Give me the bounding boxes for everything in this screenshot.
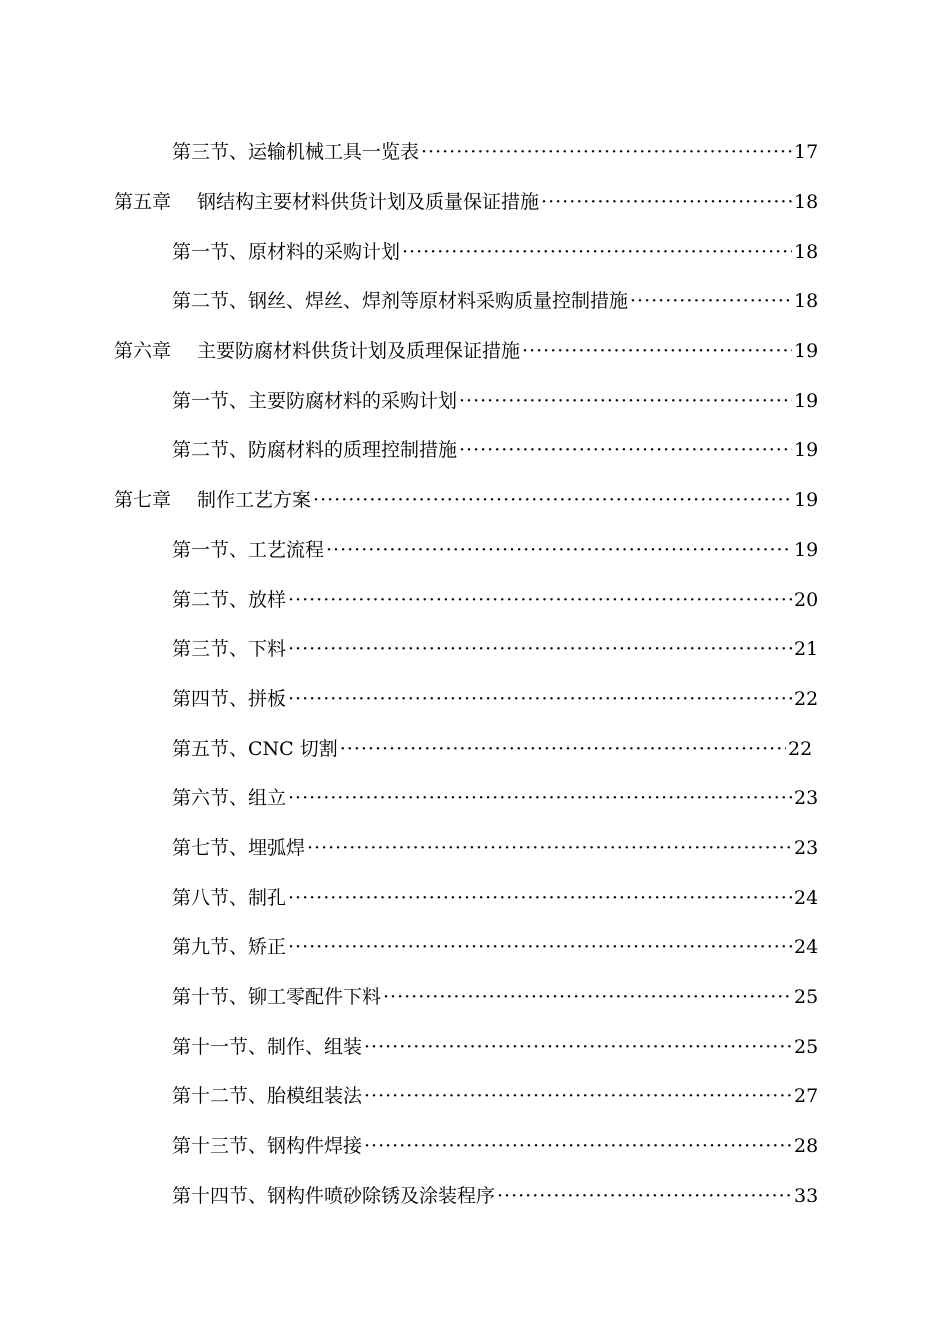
toc-chapter[interactable] (0, 178, 950, 228)
toc-entry-title: 第十三节、钢构件焊接 (172, 1135, 363, 1158)
toc-chapter-name: 主要防腐材料供货计划及质理保证措施 (197, 340, 521, 363)
toc-entry-title: 第二节、钢丝、焊丝、焊剂等原材料采购质量控制措施 (172, 290, 629, 313)
toc-leader-dots (541, 193, 792, 212)
toc-entry-page: 25 (794, 1035, 819, 1058)
toc-chapter-title (114, 491, 311, 510)
toc-leader-dots (288, 889, 792, 908)
toc-entry-page: 19 (794, 340, 819, 363)
toc-entry[interactable] (0, 575, 950, 625)
toc-entry-page: 19 (794, 439, 819, 462)
toc-entry-title: 第五节、CNC 切割 (172, 737, 338, 760)
toc-entry[interactable] (0, 923, 950, 973)
toc-leader-dots (288, 938, 792, 957)
toc-entry-title: 第十一节、制作、组装 (172, 1035, 363, 1058)
toc-entry[interactable] (0, 873, 950, 923)
toc-chapter-title (114, 342, 520, 361)
toc-entry[interactable] (0, 227, 950, 277)
toc-entry-title: 第一节、主要防腐材料的采购计划 (172, 389, 458, 412)
toc-entry-page: 19 (794, 489, 819, 512)
toc-leader-dots (459, 392, 792, 411)
toc-entry[interactable] (0, 724, 950, 774)
toc-entry-page: 23 (794, 836, 819, 859)
toc-leader-dots (326, 541, 792, 560)
toc-leader-dots (288, 690, 792, 709)
toc-chapter-name: 制作工艺方案 (197, 489, 312, 512)
toc-entry-title: 第一节、工艺流程 (172, 538, 325, 561)
toc-entry-title: 第三节、运输机械工具一览表 (172, 141, 420, 164)
toc-entry-page: 24 (794, 936, 819, 959)
toc-entry[interactable] (0, 526, 950, 576)
toc-leader-dots (313, 491, 792, 510)
toc-entry-title: 第十四节、钢构件喷砂除锈及涂装程序 (172, 1184, 496, 1207)
toc-leader-dots (340, 740, 786, 759)
toc-leader-dots (630, 292, 792, 311)
toc-leader-dots (522, 342, 792, 361)
toc-leader-dots (288, 789, 792, 808)
toc-leader-dots (497, 1187, 792, 1206)
toc-entry-page: 19 (794, 389, 819, 412)
toc-leader-dots (364, 1137, 792, 1156)
toc-entry-page: 20 (794, 588, 819, 611)
toc-entry-title: 第三节、下料 (172, 638, 287, 661)
toc-leader-dots (459, 441, 792, 460)
toc-entry[interactable] (0, 277, 950, 327)
toc-leader-dots (402, 243, 792, 262)
toc-leader-dots (421, 143, 792, 162)
toc-entry-title: 第四节、拼板 (172, 687, 287, 710)
toc-entry-page: 17 (794, 141, 819, 164)
toc-entry[interactable] (0, 426, 950, 476)
toc-entry-page: 18 (794, 290, 819, 313)
toc-entry[interactable] (0, 973, 950, 1023)
toc-entry[interactable] (0, 376, 950, 426)
toc-leader-dots (383, 988, 792, 1007)
toc-entry[interactable] (0, 1122, 950, 1172)
toc-entry-title: 第九节、矫正 (172, 936, 287, 959)
toc-entry-title: 第十节、铆工零配件下料 (172, 986, 382, 1009)
toc-entry-page: 18 (794, 191, 819, 214)
toc-entry-title: 第八节、制孔 (172, 886, 287, 909)
toc-entry-page: 24 (794, 886, 819, 909)
toc-entry[interactable] (0, 128, 950, 178)
toc-leader-dots (364, 1087, 792, 1106)
toc-entry-page: 19 (794, 538, 819, 561)
toc-entry-title: 第十二节、胎模组装法 (172, 1085, 363, 1108)
toc-entry[interactable] (0, 625, 950, 675)
toc-entry-page: 33 (794, 1184, 819, 1207)
toc-entry[interactable] (0, 675, 950, 725)
toc-entry[interactable] (0, 1171, 950, 1221)
toc-leader-dots (364, 1038, 792, 1057)
toc-entry[interactable] (0, 1022, 950, 1072)
toc-chapter-number: 第六章 (114, 340, 172, 363)
toc-entry-page: 18 (794, 240, 819, 263)
toc-leader-dots (288, 640, 792, 659)
toc-entry-title: 第一节、原材料的采购计划 (172, 240, 401, 263)
toc-entry-page: 27 (794, 1085, 819, 1108)
toc-chapter-name: 钢结构主要材料供货计划及质量保证措施 (197, 191, 540, 214)
toc-chapter[interactable] (0, 476, 950, 526)
toc-entry[interactable] (0, 824, 950, 874)
toc-entry-title: 第六节、组立 (172, 787, 287, 810)
toc-leader-dots (307, 839, 792, 858)
toc-leader-dots (288, 591, 792, 610)
toc-chapter-number: 第七章 (114, 489, 172, 512)
toc-entry-title: 第二节、防腐材料的质理控制措施 (172, 439, 458, 462)
toc-entry-page: 22 (794, 687, 819, 710)
toc-entry[interactable] (0, 1072, 950, 1122)
toc-entry-title: 第二节、放样 (172, 588, 287, 611)
toc-entry-page: 25 (794, 986, 819, 1009)
toc-entry-page: 22 (788, 737, 813, 760)
toc-chapter-title (114, 193, 539, 212)
toc-entry[interactable] (0, 774, 950, 824)
table-of-contents (0, 128, 950, 1221)
toc-chapter-number: 第五章 (114, 191, 172, 214)
toc-entry-page: 21 (794, 638, 819, 661)
toc-entry-title: 第七节、埋弧焊 (172, 836, 306, 859)
toc-entry-page: 28 (794, 1135, 819, 1158)
toc-entry-page: 23 (794, 787, 819, 810)
toc-chapter[interactable] (0, 327, 950, 377)
